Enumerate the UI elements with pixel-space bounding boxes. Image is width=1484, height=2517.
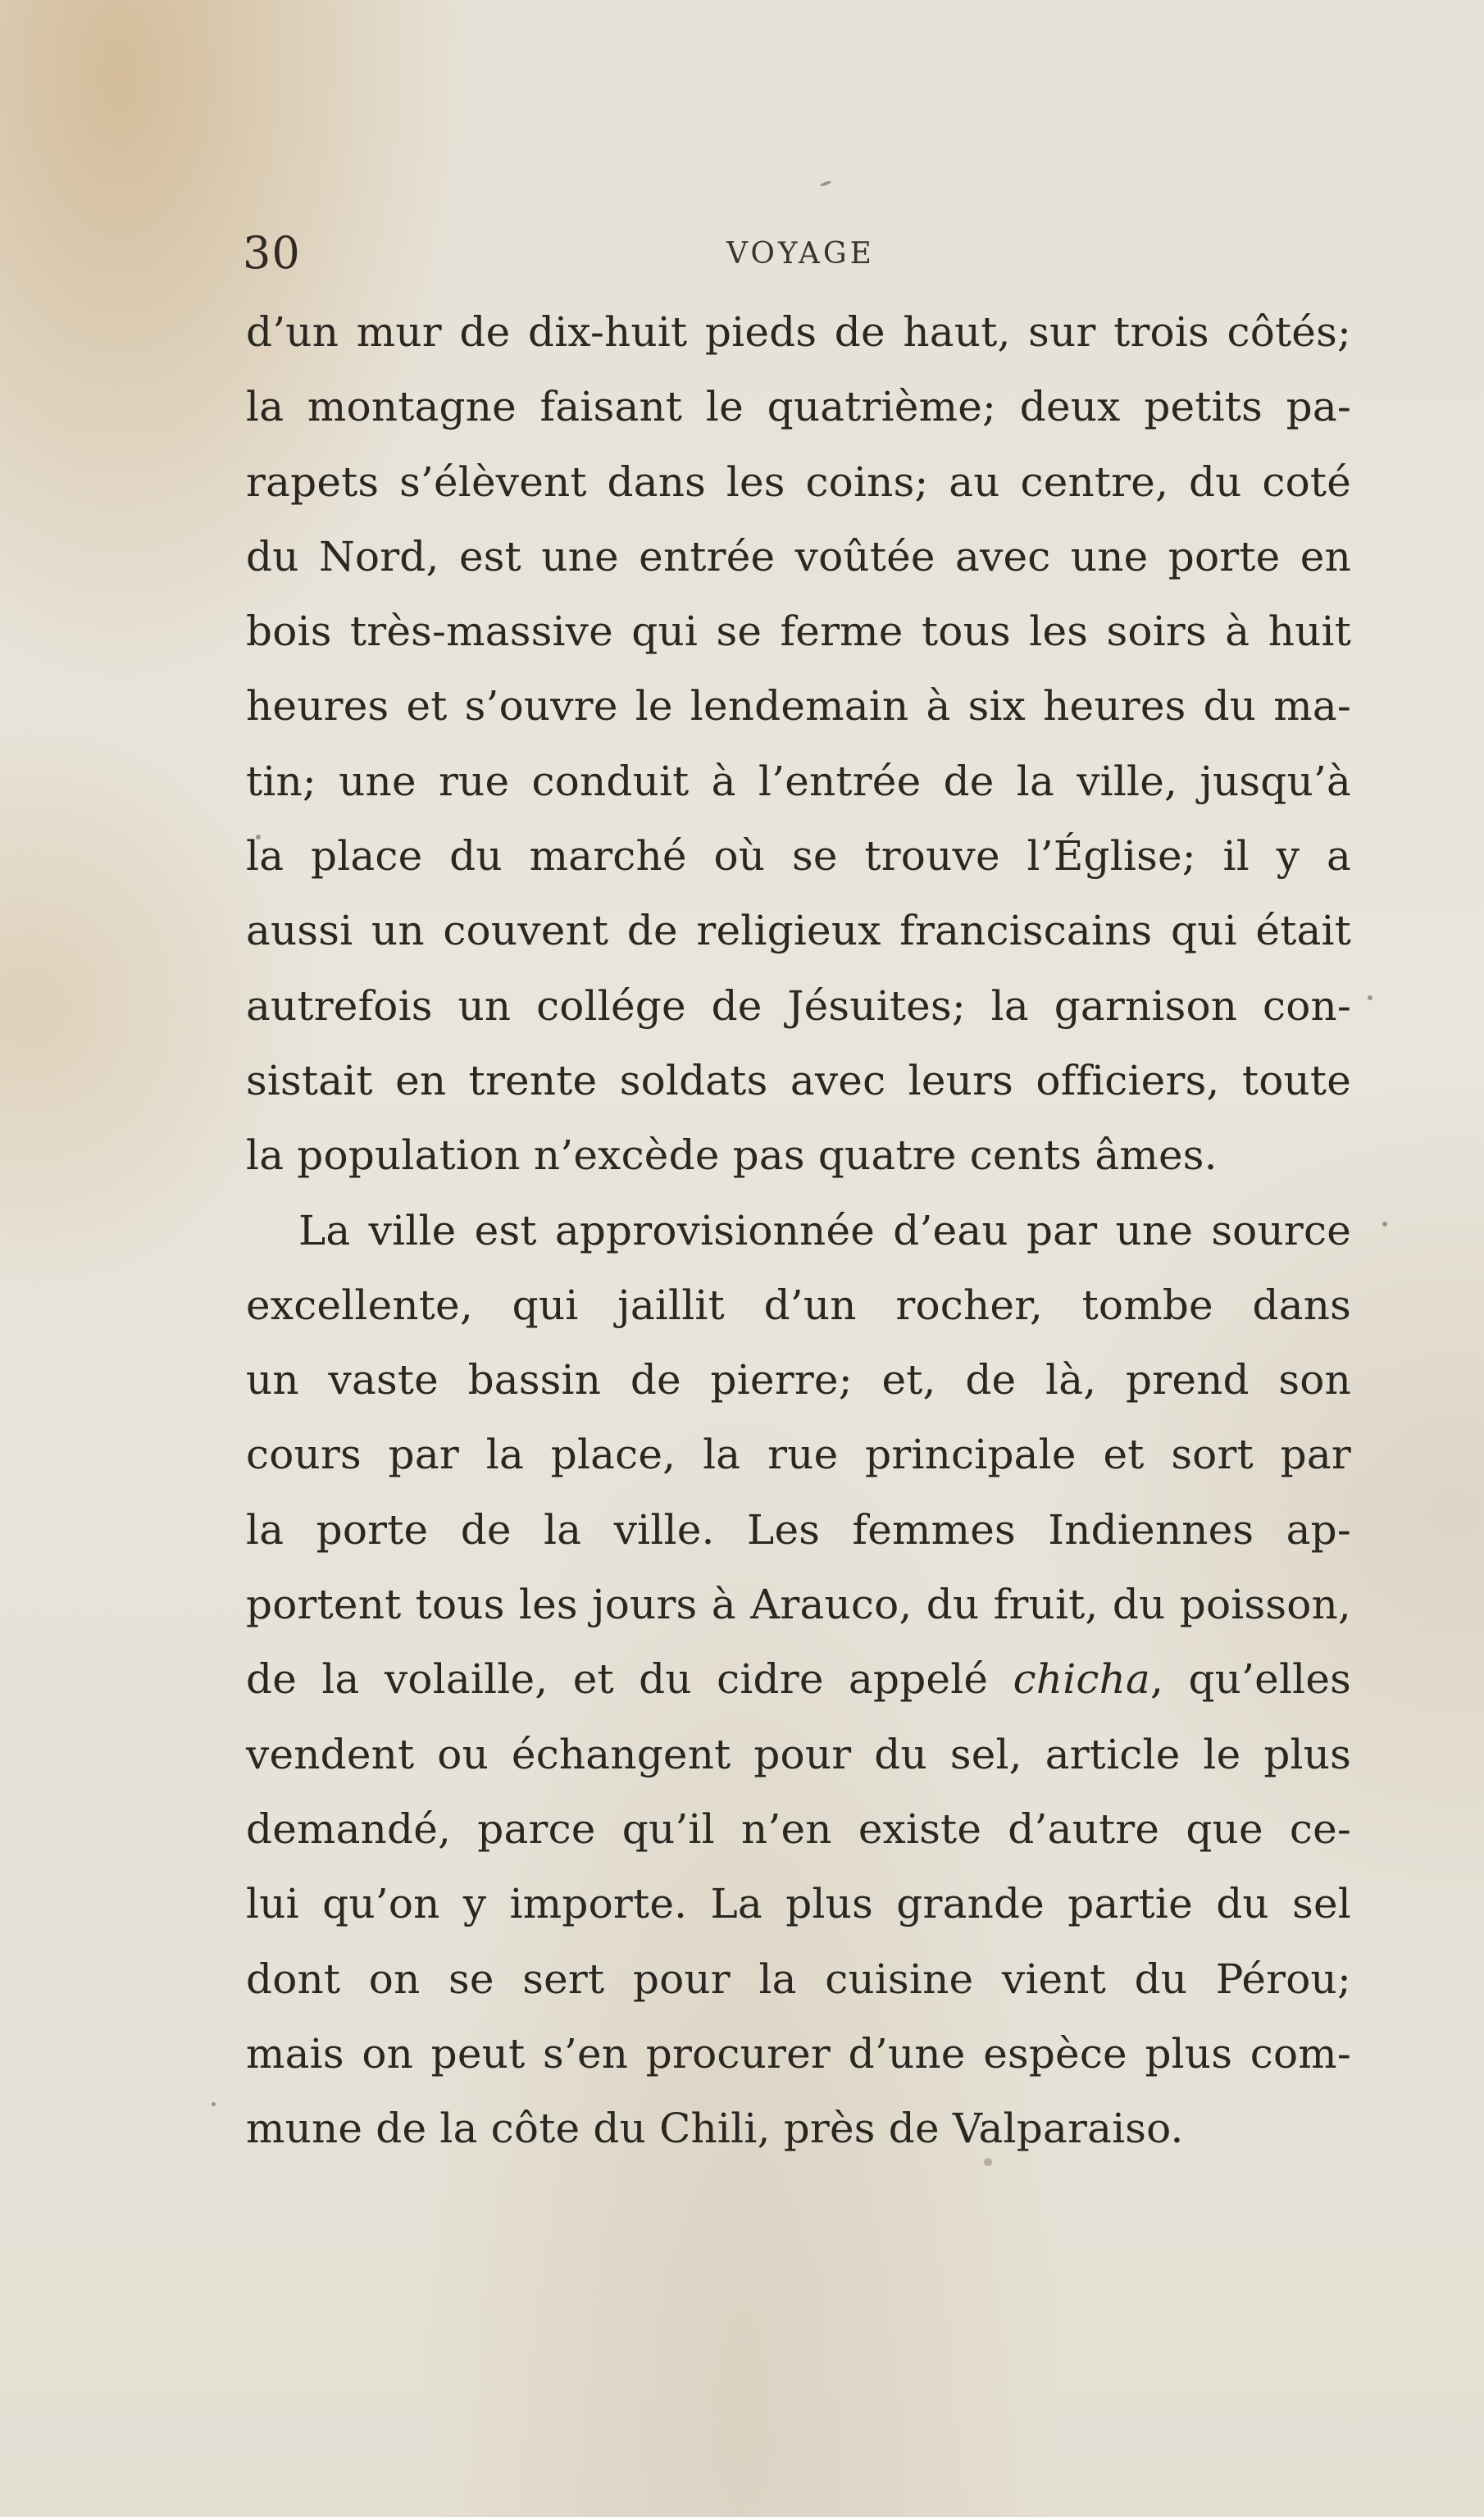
text-line: portent tous les jours à Arauco, du fruit, du poisson, bbox=[246, 1581, 1351, 1629]
text-line: lui qu’on y importe. La plus grande partie du sel bbox=[246, 1880, 1351, 1928]
body-text bbox=[246, 295, 1351, 2166]
page-number: 30 bbox=[243, 227, 301, 279]
text-line: aussi un couvent de religieux franciscains qui était bbox=[246, 907, 1351, 955]
text-line: mais on peut s’en procurer d’une espèce plus com- bbox=[246, 2029, 1351, 2078]
paper-speck bbox=[984, 2158, 992, 2166]
text-line: excellente, qui jaillit d’un rocher, tombe dans bbox=[246, 1281, 1351, 1329]
text-line: cours par la place, la rue principale et sort par bbox=[246, 1431, 1351, 1479]
text-line: demandé, parce qu’il n’en existe d’autre que ce- bbox=[246, 1805, 1351, 1853]
paper-speck bbox=[1368, 995, 1372, 1000]
text-line: la population n’excède pas quatre cents âmes. bbox=[246, 1131, 1218, 1180]
text-line: d’un mur de dix-huit pieds de haut, sur trois côtés; bbox=[246, 308, 1351, 356]
paper-speck bbox=[1382, 1222, 1387, 1227]
text-line: autrefois un collége de Jésuites; la garnison con- bbox=[246, 981, 1351, 1030]
text-line: mune de la côte du Chili, près de Valparaiso. bbox=[246, 2105, 1184, 2153]
running-title: VOYAGE bbox=[726, 237, 875, 271]
text-line: La ville est approvisionnée d’eau par une source bbox=[298, 1206, 1351, 1254]
text-line: vendent ou échangent pour du sel, article le plus bbox=[246, 1730, 1351, 1778]
text-line: un vaste bassin de pierre; et, de là, prend son bbox=[246, 1356, 1351, 1404]
text-line: la porte de la ville. Les femmes Indiennes ap- bbox=[246, 1505, 1351, 1554]
text-run: de la volaille, et du cidre appelé bbox=[246, 1655, 1013, 1704]
paper-speck bbox=[212, 2102, 216, 2106]
text-line: tin; une rue conduit à l’entrée de la ville, jusqu’à bbox=[246, 757, 1351, 805]
text-line: du Nord, est une entrée voûtée avec une porte en bbox=[246, 532, 1351, 580]
text-line: sistait en trente soldats avec leurs officiers, toute bbox=[246, 1056, 1351, 1104]
text-line: dont on se sert pour la cuisine vient du Pérou; bbox=[246, 1955, 1351, 2003]
paper-speck bbox=[820, 180, 832, 188]
text-line: rapets s’élèvent dans les coins; au centre, du coté bbox=[246, 457, 1351, 506]
italic-term: chicha bbox=[1013, 1655, 1151, 1704]
paper-speck bbox=[256, 835, 261, 840]
running-head bbox=[243, 225, 1358, 282]
text-line: heures et s’ouvre le lendemain à six heures du ma- bbox=[246, 682, 1351, 731]
text-line: bois très-massive qui se ferme tous les soirs à huit bbox=[246, 608, 1351, 656]
text-line bbox=[246, 1642, 1351, 1717]
text-run: , qu’elles bbox=[1150, 1655, 1352, 1704]
text-line: la place du marché où se trouve l’Église; il y a bbox=[246, 832, 1351, 881]
text-line: la montagne faisant le quatrième; deux petits pa- bbox=[246, 383, 1351, 431]
